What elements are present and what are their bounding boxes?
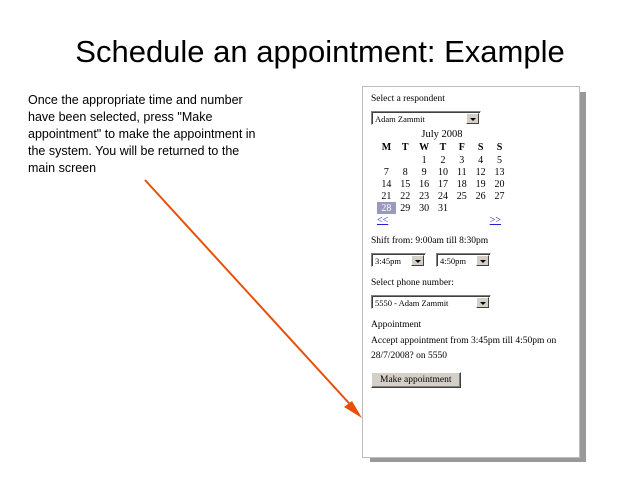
calendar-day[interactable]: 10 xyxy=(437,166,448,178)
calendar-day[interactable]: 16 xyxy=(419,178,430,190)
calendar-day[interactable]: 9 xyxy=(421,166,427,178)
calendar-prev-link[interactable]: << xyxy=(377,215,389,226)
calendar-day[interactable]: 20 xyxy=(494,178,505,190)
calendar-day[interactable]: 4 xyxy=(478,154,484,166)
chevron-down-icon xyxy=(476,255,489,266)
calendar-week-row xyxy=(377,178,509,190)
phone-select-value: 5550 - Adam Zammit xyxy=(375,298,449,309)
calendar-day[interactable]: 18 xyxy=(456,178,467,190)
calendar-weekday: F xyxy=(458,142,465,153)
calendar-day[interactable]: 24 xyxy=(437,190,448,202)
calendar-day[interactable]: 13 xyxy=(494,166,505,178)
calendar-day[interactable] xyxy=(471,202,490,214)
calendar-grid xyxy=(377,141,509,214)
calendar-week-row xyxy=(377,154,509,166)
calendar-weekday: M xyxy=(381,142,392,153)
chevron-down-icon xyxy=(466,113,479,124)
calendar-day[interactable]: 19 xyxy=(475,178,486,190)
calendar-day[interactable]: 7 xyxy=(383,166,389,178)
respondent-label: Select a respondent xyxy=(371,94,445,104)
time-to-select[interactable] xyxy=(436,253,491,267)
calendar-day[interactable]: 27 xyxy=(494,190,505,202)
calendar-weekday: T xyxy=(439,142,447,153)
calendar-weekday: S xyxy=(477,142,484,153)
shift-label: Shift from: 9:00am till 8:30pm xyxy=(371,236,489,246)
calendar-day[interactable] xyxy=(396,154,415,166)
calendar-week-row xyxy=(377,166,509,178)
calendar-day[interactable]: 12 xyxy=(475,166,486,178)
phone-label: Select phone number: xyxy=(371,278,454,288)
calendar-day[interactable] xyxy=(452,202,471,214)
calendar-day[interactable]: 11 xyxy=(456,166,467,178)
calendar-next-link[interactable]: >> xyxy=(489,215,501,226)
calendar-weekday: W xyxy=(419,142,430,153)
app-screenshot-panel xyxy=(362,86,580,458)
calendar-month-label: July 2008 xyxy=(421,129,463,140)
time-from-value: 3:45pm xyxy=(375,256,401,267)
calendar-day[interactable]: 31 xyxy=(437,202,448,214)
calendar-day[interactable]: 5 xyxy=(497,154,503,166)
calendar-day[interactable] xyxy=(490,202,509,214)
calendar-day-selected[interactable]: 28 xyxy=(377,202,396,214)
page-title: Schedule an appointment: Example xyxy=(75,34,565,69)
pointer-arrow-icon xyxy=(140,175,380,425)
calendar-day[interactable]: 29 xyxy=(400,202,411,214)
calendar-nav xyxy=(377,215,507,227)
chevron-down-icon xyxy=(411,255,424,266)
appointment-summary-line1: Accept appointment from 3:45pm till 4:50pm on xyxy=(371,336,557,346)
appointment-heading: Appointment xyxy=(371,320,422,330)
calendar-week-row xyxy=(377,190,509,202)
calendar-week-row xyxy=(377,202,509,214)
calendar-day[interactable]: 3 xyxy=(459,154,465,166)
calendar-day[interactable]: 23 xyxy=(419,190,430,202)
calendar-day[interactable]: 30 xyxy=(419,202,430,214)
calendar-day[interactable]: 1 xyxy=(421,154,427,166)
calendar-day[interactable] xyxy=(377,154,396,166)
chevron-down-icon xyxy=(476,297,489,308)
time-to-value: 4:50pm xyxy=(440,256,466,267)
phone-select[interactable] xyxy=(371,295,491,309)
calendar xyxy=(377,129,507,227)
calendar-day[interactable]: 15 xyxy=(400,178,411,190)
calendar-weekday: T xyxy=(401,142,409,153)
time-from-select[interactable] xyxy=(371,253,426,267)
caption-text: Once the appropriate time and number have been selected, press "Make appointment" to make the appointment in the system. You will be returned to the main screen xyxy=(28,93,256,175)
respondent-select-value: Adam Zammit xyxy=(375,114,425,125)
calendar-day[interactable]: 17 xyxy=(437,178,448,190)
make-appointment-button[interactable]: Make appointment xyxy=(371,372,461,388)
calendar-weekday: S xyxy=(496,142,503,153)
calendar-day[interactable]: 25 xyxy=(456,190,467,202)
calendar-day[interactable]: 2 xyxy=(440,154,446,166)
time-range-row xyxy=(371,251,571,269)
calendar-weekday-row xyxy=(377,141,509,154)
appointment-summary-line2: 28/7/2008? on 5550 xyxy=(371,351,447,361)
respondent-select[interactable] xyxy=(371,111,481,125)
calendar-day[interactable]: 21 xyxy=(381,190,392,202)
calendar-day[interactable]: 8 xyxy=(402,166,408,178)
calendar-day[interactable]: 14 xyxy=(381,178,392,190)
calendar-day[interactable]: 26 xyxy=(475,190,486,202)
calendar-day[interactable]: 22 xyxy=(400,190,411,202)
